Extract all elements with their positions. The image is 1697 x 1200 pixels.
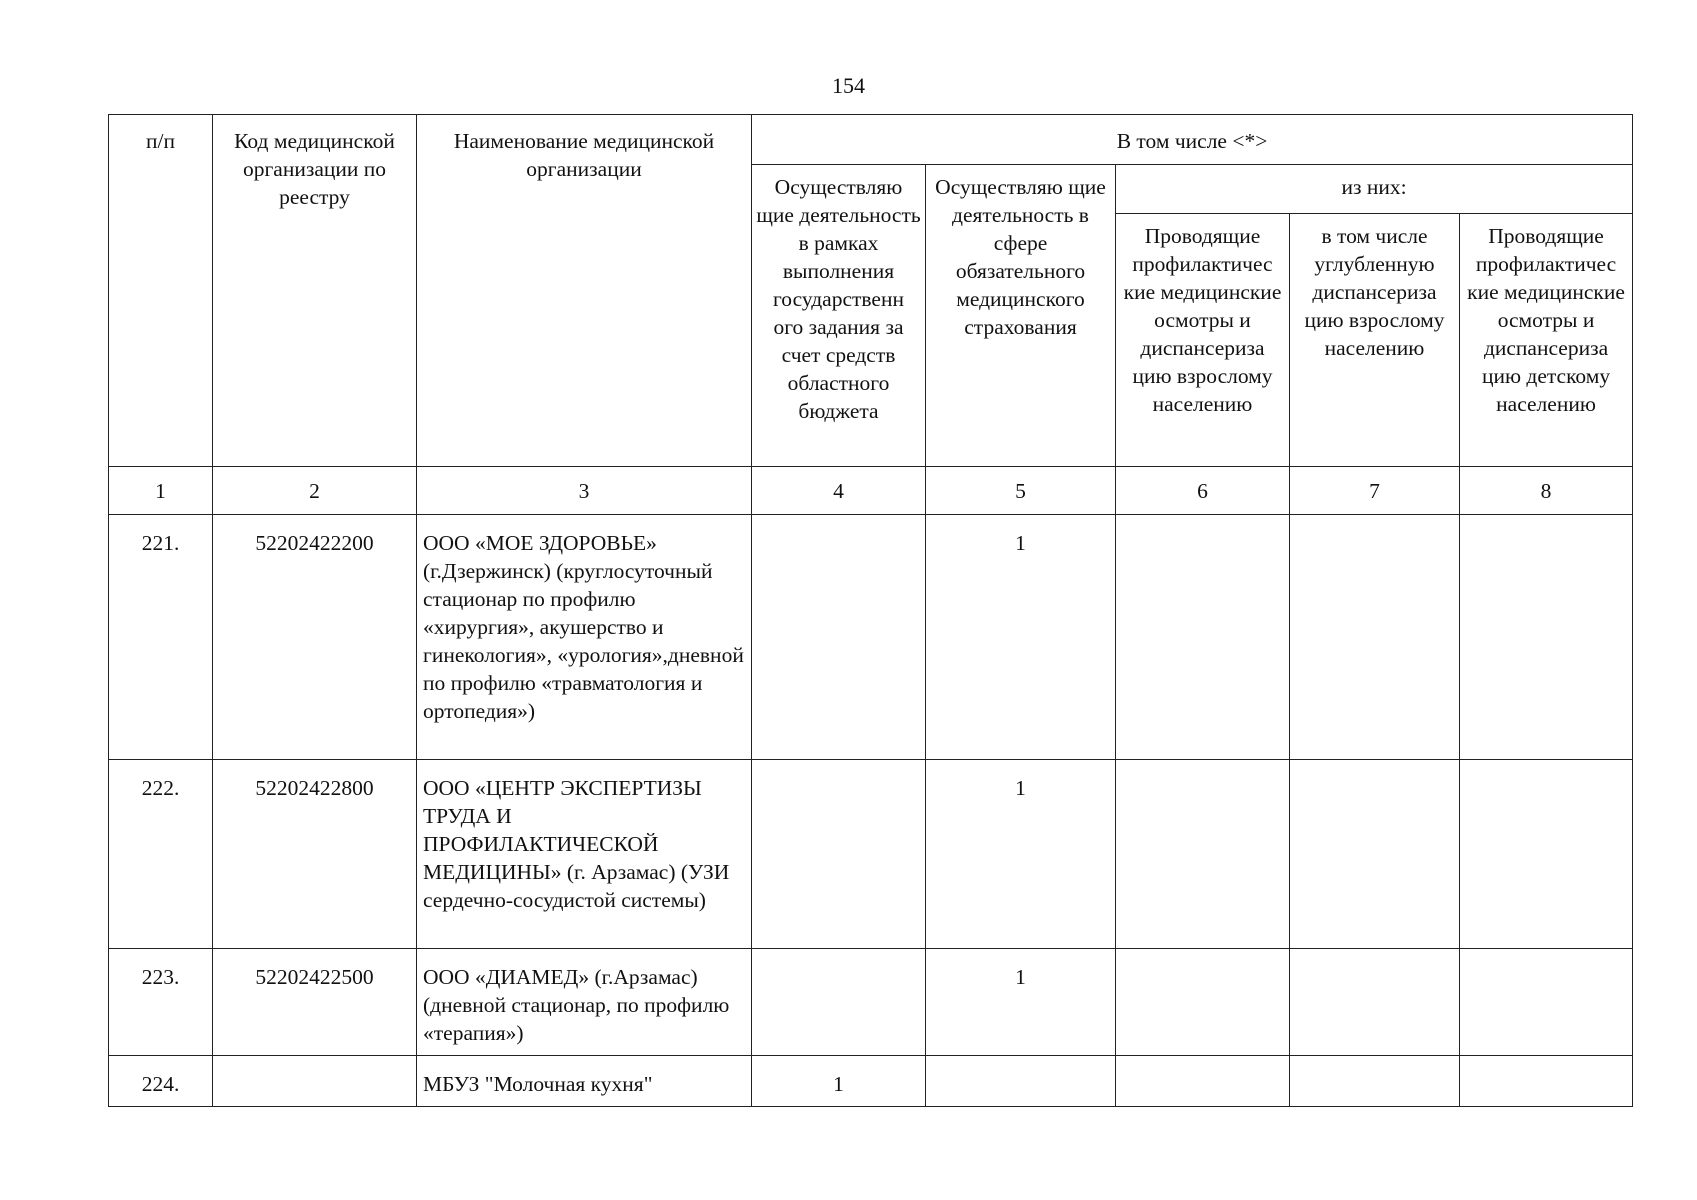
column-number: 3 [417, 467, 752, 515]
table-row [109, 1056, 1633, 1107]
header-col6: Проводящие профилактичес кие медицинские осмотры и диспансериза цию взрослому населению [1116, 214, 1290, 467]
row-col4 [752, 760, 926, 949]
row-col5: 1 [926, 760, 1116, 949]
registry-table [108, 114, 1633, 1107]
column-number-row [109, 467, 1633, 515]
column-number: 1 [109, 467, 213, 515]
row-col8 [1460, 760, 1633, 949]
header-col5: Осуществляю щие деятельность в сфере обязательного медицинского страхования [926, 165, 1116, 467]
row-col4: 1 [752, 1056, 926, 1107]
row-number: 221. [109, 515, 213, 760]
row-number: 223. [109, 949, 213, 1056]
row-col7 [1290, 949, 1460, 1056]
row-col6 [1116, 760, 1290, 949]
table-header [109, 115, 1633, 467]
row-col7 [1290, 1056, 1460, 1107]
column-number: 4 [752, 467, 926, 515]
header-col7: в том числе углубленную диспансериза цию взрослому населению [1290, 214, 1460, 467]
page-number: 154 [832, 73, 865, 98]
header-name: Наименование медицинской организации [417, 115, 752, 467]
header-code: Код медицинской организации по реестру [213, 115, 417, 467]
column-number: 5 [926, 467, 1116, 515]
header-pp: п/п [109, 115, 213, 467]
row-col5 [926, 1056, 1116, 1107]
row-code: 52202422200 [213, 515, 417, 760]
row-col8 [1460, 515, 1633, 760]
table-row [109, 515, 1633, 760]
row-number: 224. [109, 1056, 213, 1107]
header-col4: Осуществляю щие деятельность в рамках выполнения государственн ого задания за счет средств областного бюджета [752, 165, 926, 467]
row-col8 [1460, 1056, 1633, 1107]
column-number: 8 [1460, 467, 1633, 515]
header-of-them: из них: [1116, 165, 1633, 214]
row-col7 [1290, 515, 1460, 760]
row-name: ООО «ДИАМЕД» (г.Арзамас) (дневной стационар, по профилю «терапия») [417, 949, 752, 1056]
column-number: 2 [213, 467, 417, 515]
column-number: 6 [1116, 467, 1290, 515]
row-name: ООО «ЦЕНТР ЭКСПЕРТИЗЫ ТРУДА И ПРОФИЛАКТИЧЕСКОЙ МЕДИЦИНЫ» (г. Арзамас) (УЗИ сердечно-сосудистой системы) [417, 760, 752, 949]
row-col4 [752, 949, 926, 1056]
row-number: 222. [109, 760, 213, 949]
row-code: 52202422800 [213, 760, 417, 949]
header-including: В том числе <*> [752, 115, 1633, 165]
row-col6 [1116, 1056, 1290, 1107]
row-col6 [1116, 949, 1290, 1056]
table-row [109, 760, 1633, 949]
row-col5: 1 [926, 949, 1116, 1056]
row-col4 [752, 515, 926, 760]
row-code: 52202422500 [213, 949, 417, 1056]
column-number: 7 [1290, 467, 1460, 515]
row-name: ООО «МОЕ ЗДОРОВЬЕ» (г.Дзержинск) (круглосуточный стационар по профилю «хирургия», акушерство и гинекология», «урология»,дневной по профилю «травматология и ортопедия») [417, 515, 752, 760]
table-body [109, 467, 1633, 1107]
row-col8 [1460, 949, 1633, 1056]
header-col8: Проводящие профилактичес кие медицинские осмотры и диспансериза цию детскому населению [1460, 214, 1633, 467]
row-col6 [1116, 515, 1290, 760]
row-col7 [1290, 760, 1460, 949]
row-name: МБУЗ "Молочная кухня" [417, 1056, 752, 1107]
row-col5: 1 [926, 515, 1116, 760]
table-row [109, 949, 1633, 1056]
row-code [213, 1056, 417, 1107]
